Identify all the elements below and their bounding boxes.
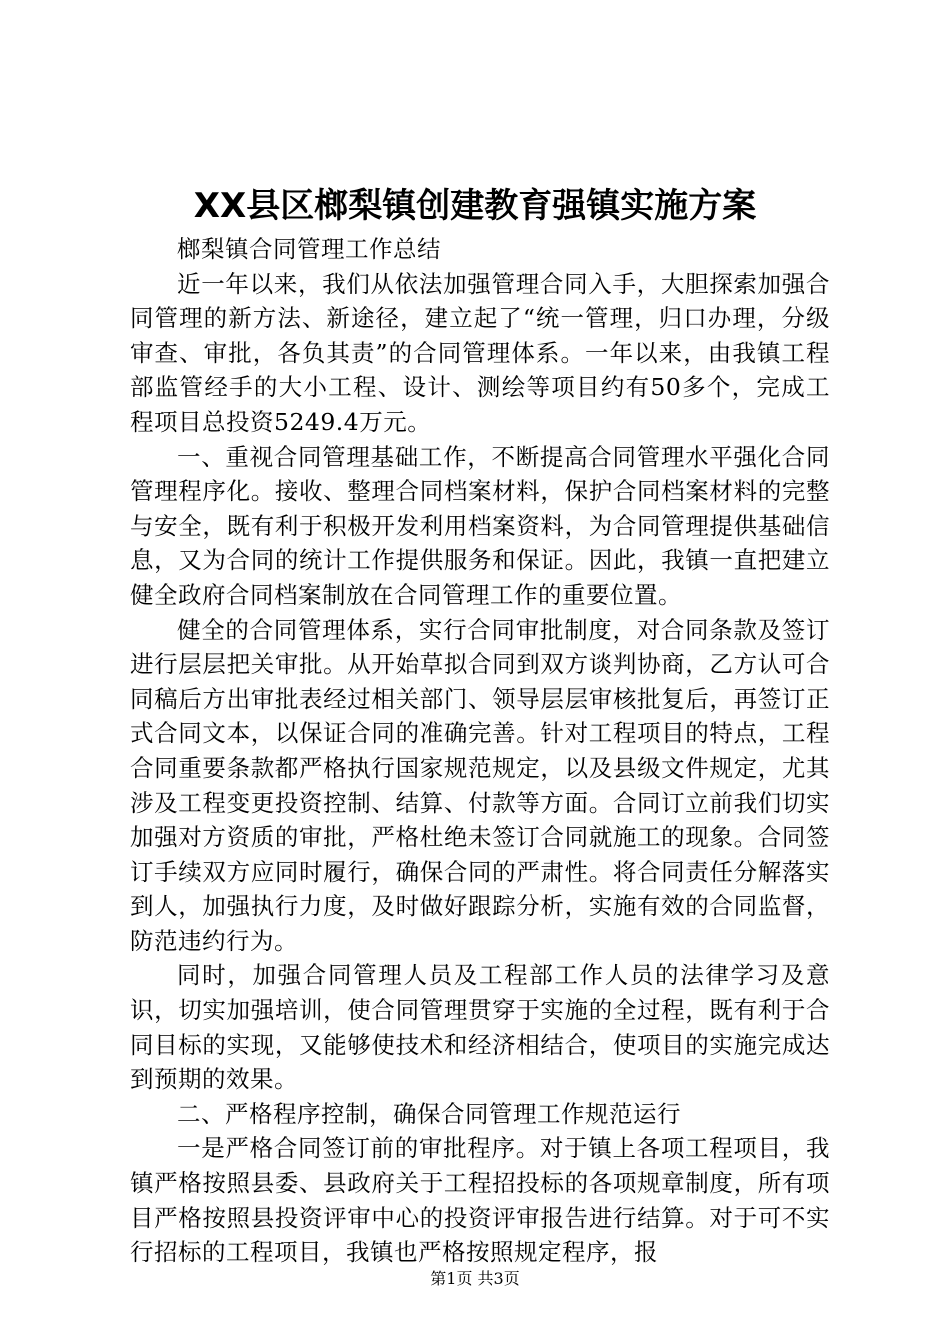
document-title: XX县区榔梨镇创建教育强镇实施方案 — [193, 186, 757, 226]
paragraph-training: 同时，加强合同管理人员及工程部工作人员的法律学习及意识，切实加强培训，使合同管理贯穿于实施的全过程，既有利于合同目标的实现，又能够使技术和经济相结合，使项目的实施完成达到预期的效果。 — [130, 961, 830, 1094]
paragraph-section-two-first: 一是严格合同签订前的审批程序。对于镇上各项工程项目，我镇严格按照县委、县政府关于工程招投标的各项规章制度，所有项目严格按照县投资评审中心的投资评审报告进行结算。对于可不实行招标的工程项目，我镇也严格按照规定程序，报 — [130, 1134, 830, 1267]
document-body — [130, 232, 830, 1270]
paragraph-section-one: 一、重视合同管理基础工作，不断提高合同管理水平强化合同管理程序化。接收、整理合同档案材料，保护合同档案材料的完整与安全，既有利于积极开发利用档案资料，为合同管理提供基础信息，又为合同的统计工作提供服务和保证。因此，我镇一直把建立健全政府合同档案制放在合同管理工作的重要位置。 — [130, 442, 830, 609]
paragraph-intro: 近一年以来，我们从依法加强管理合同入手，大胆探索加强合同管理的新方法、新途径，建立起了“统一管理，归口办理，分级审查、审批，各负其责”的合同管理体系。一年以来，由我镇工程部监管经手的大小工程、设计、测绘等项目约有50多个，完成工程项目总投资5249.4万元。 — [130, 269, 830, 436]
paragraph-approval-system: 健全的合同管理体系，实行合同审批制度，对合同条款及签订进行层层把关审批。从开始草拟合同到双方谈判协商，乙方认可合同稿后方出审批表经过相关部门、领导层层审核批复后，再签订正式合同文本，以保证合同的准确完善。针对工程项目的特点，工程合同重要条款都严格执行国家规范规定，以及县级文件规定，尤其涉及工程变更投资控制、结算、付款等方面。合同订立前我们切实加强对方资质的审批，严格杜绝未签订合同就施工的现象。合同签订手续双方应同时履行，确保合同的严肃性。将合同责任分解落实到人，加强执行力度，及时做好跟踪分析，实施有效的合同监督，防范违约行为。 — [130, 615, 830, 955]
paragraph-section-two-heading: 二、严格程序控制，确保合同管理工作规范运行 — [177, 1099, 681, 1128]
page-footer: 第1页 共3页 — [430, 1269, 520, 1288]
paragraph-subtitle: 榔梨镇合同管理工作总结 — [177, 235, 441, 263]
